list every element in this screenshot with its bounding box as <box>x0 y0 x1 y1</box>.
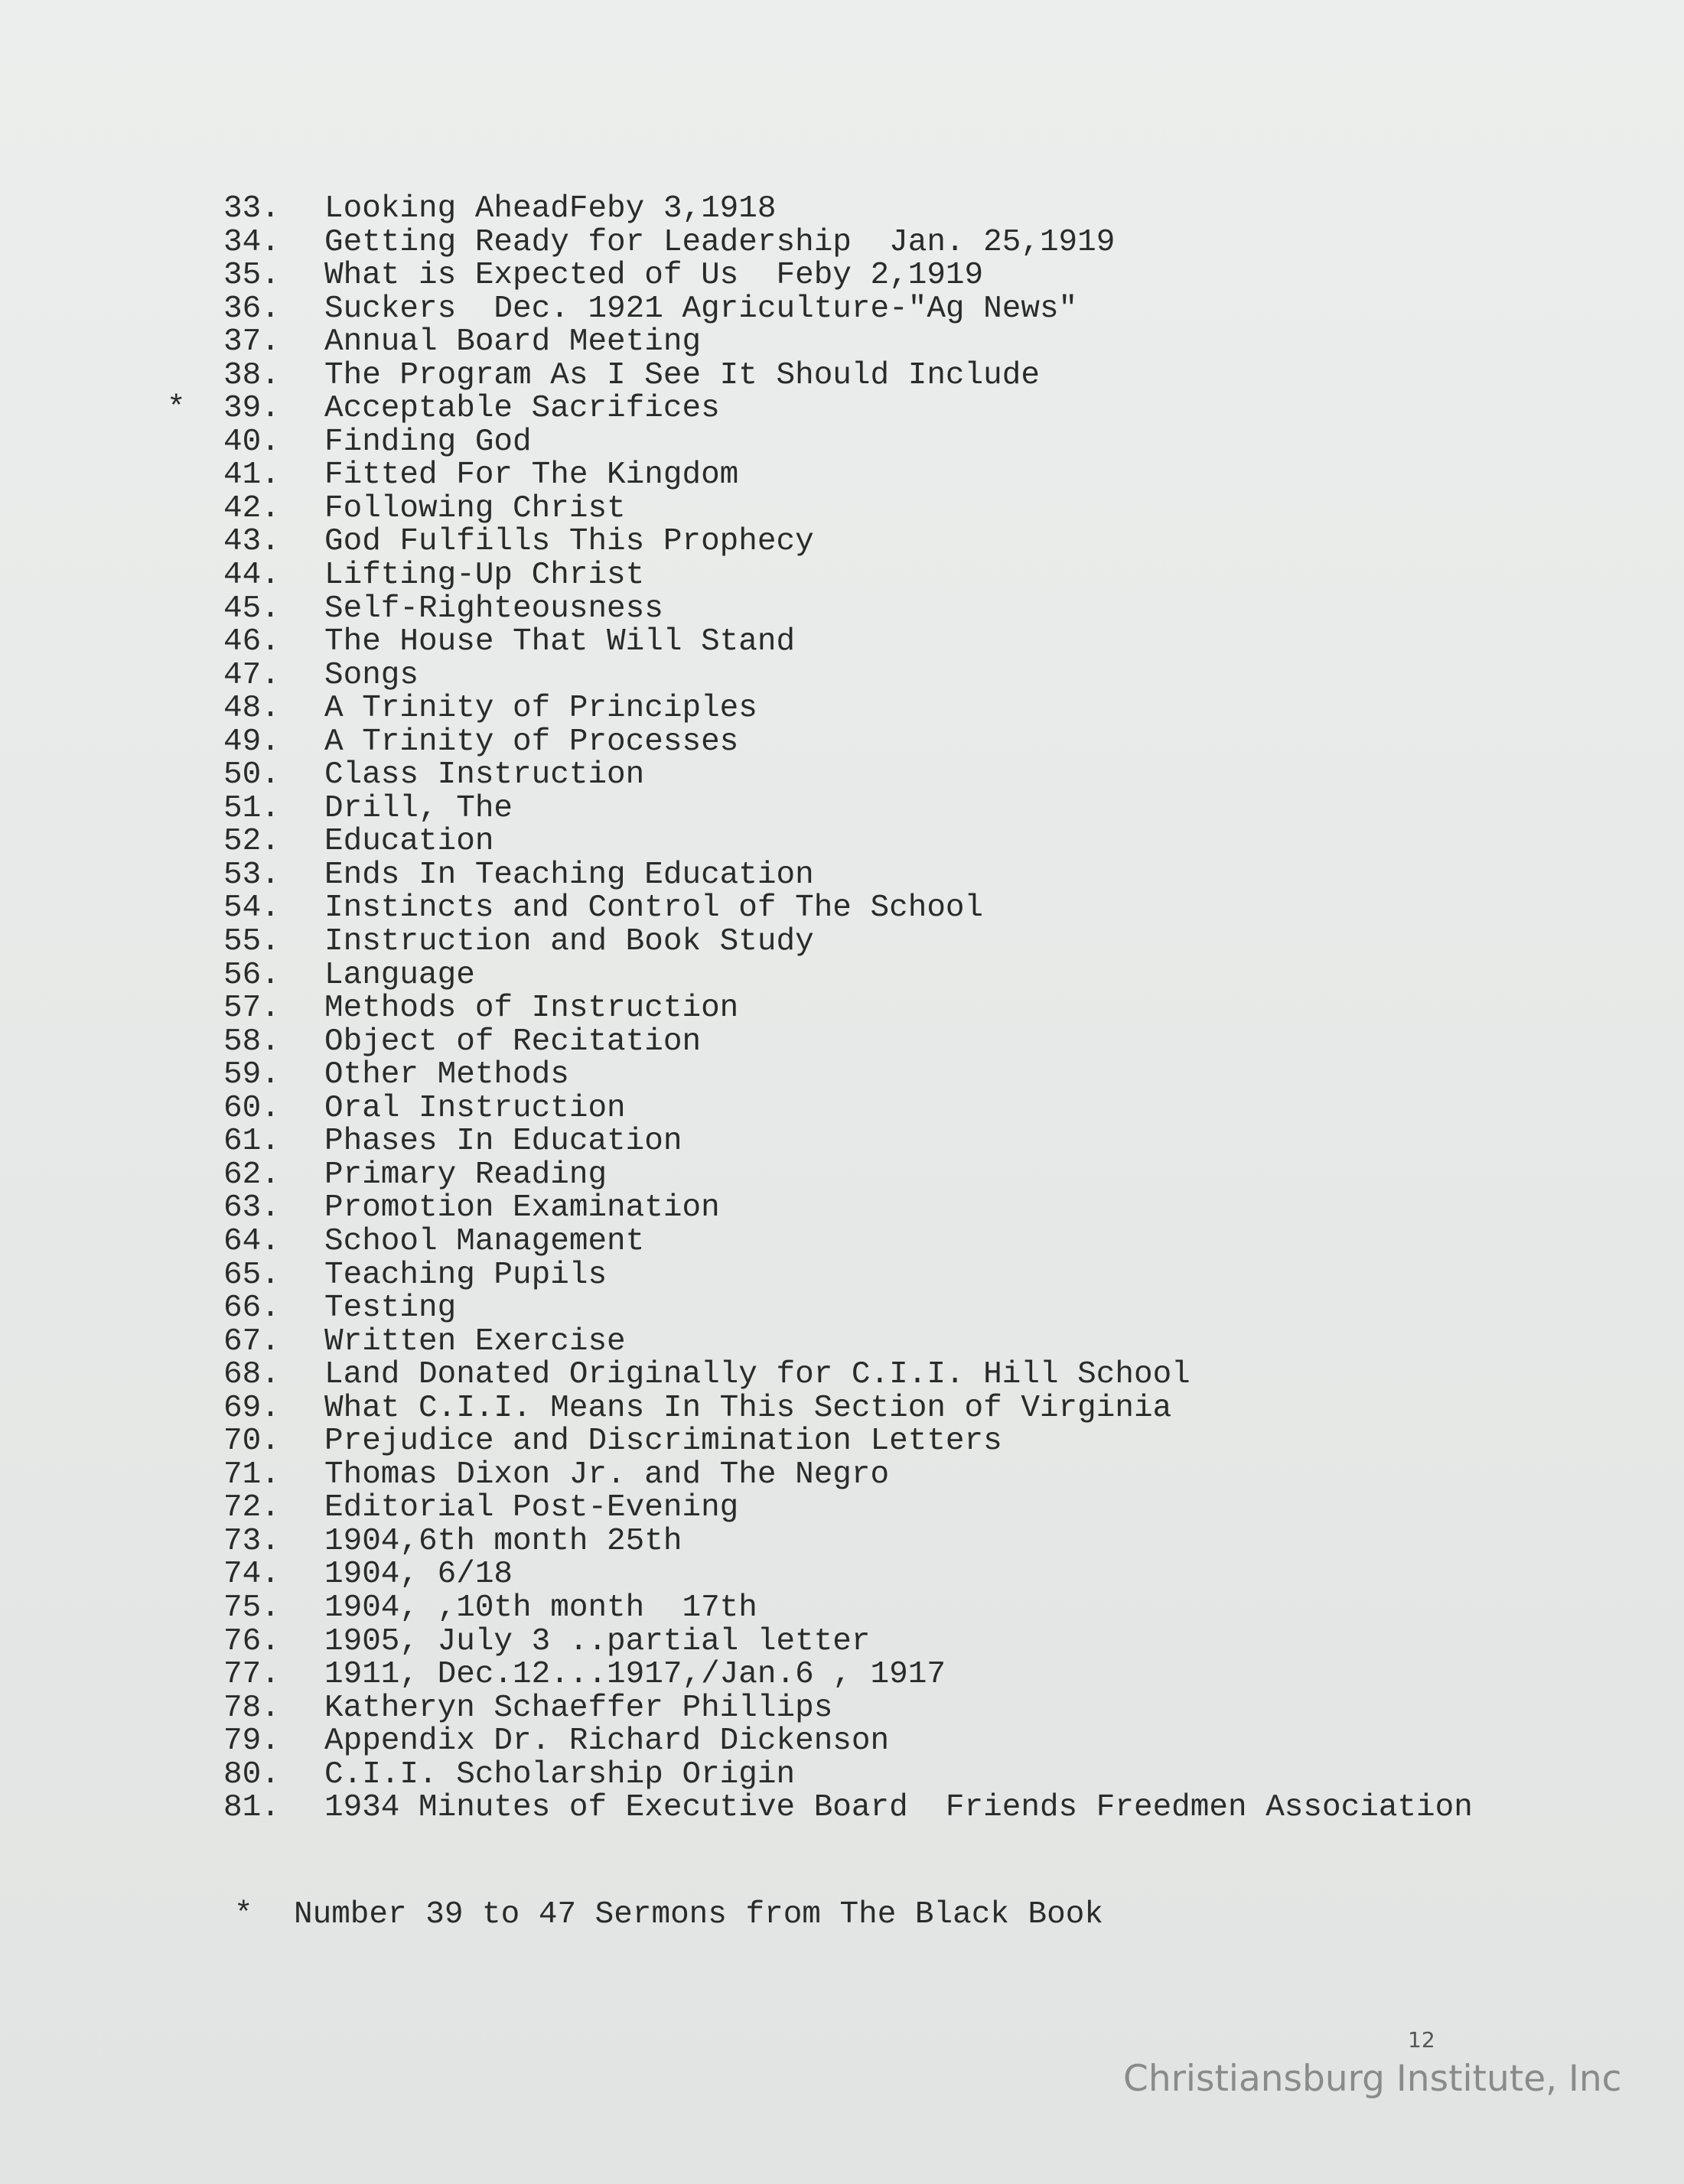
list-item <box>0 1392 1684 1426</box>
item-number: 37. <box>223 324 280 360</box>
item-number: 49. <box>223 724 280 760</box>
list-item <box>0 426 1684 460</box>
list-item <box>0 1359 1684 1392</box>
item-number: 47. <box>223 657 280 693</box>
list-item <box>0 1092 1684 1126</box>
item-title: Suckers Dec. 1921 Agriculture-"Ag News" <box>324 291 1078 327</box>
item-title: Acceptable Sacrifices <box>324 391 720 427</box>
item-number: 60. <box>223 1090 280 1126</box>
list-item <box>0 459 1684 493</box>
item-number: 36. <box>223 291 280 327</box>
list-item <box>0 825 1684 859</box>
item-title: A Trinity of Principles <box>324 691 757 727</box>
list-item <box>0 1792 1684 1825</box>
list-item <box>0 790 1684 826</box>
list-item <box>0 859 1684 893</box>
item-title: Language <box>324 957 475 993</box>
footnote-asterisk: * <box>234 1897 253 1932</box>
item-number: 71. <box>223 1457 280 1492</box>
item-number: 44. <box>223 558 280 594</box>
item-title: Oral Instruction <box>324 1090 626 1126</box>
item-title: School Management <box>324 1223 645 1259</box>
item-number: 61. <box>223 1124 280 1160</box>
list-item <box>0 1059 1684 1092</box>
list-item <box>0 559 1684 593</box>
item-number: 65. <box>223 1257 280 1293</box>
list-item <box>0 326 1684 360</box>
item-title: Looking AheadFeby 3,1918 <box>324 191 777 226</box>
list-item <box>0 1159 1684 1193</box>
item-number: 76. <box>223 1623 280 1659</box>
item-title: Primary Reading <box>324 1157 607 1193</box>
item-title: Methods of Instruction <box>324 991 739 1027</box>
item-number: 52. <box>223 824 280 860</box>
item-title: Fitted For The Kingdom <box>324 457 739 493</box>
item-number: 35. <box>223 258 280 294</box>
item-number: 33. <box>223 191 280 226</box>
list-item <box>0 193 1684 226</box>
item-number: 46. <box>223 624 280 660</box>
item-number: 68. <box>223 1357 280 1393</box>
item-title: Phases In Education <box>324 1124 682 1160</box>
item-title: Following Christ <box>324 490 626 526</box>
list-item <box>0 1658 1684 1692</box>
list-item <box>0 1459 1684 1492</box>
list-item <box>0 293 1684 327</box>
list-item <box>0 1692 1684 1726</box>
list-item <box>0 759 1684 793</box>
item-number: 59. <box>223 1057 280 1093</box>
item-title: 1904, 6/18 <box>324 1557 513 1593</box>
item-title: 1904,6th month 25th <box>324 1523 682 1559</box>
item-number: 55. <box>223 924 280 960</box>
item-number: 42. <box>223 490 280 526</box>
list-item <box>0 1492 1684 1525</box>
item-title: Lifting-Up Christ <box>324 558 645 594</box>
item-number: 38. <box>223 357 280 393</box>
list-item <box>0 726 1684 760</box>
list-item <box>0 1292 1684 1326</box>
list-item <box>0 992 1684 1026</box>
list-item <box>0 1125 1684 1159</box>
item-number: 79. <box>223 1723 280 1759</box>
item-number: 50. <box>223 757 280 793</box>
item-title: What is Expected of Us Feby 2,1919 <box>324 258 984 294</box>
item-title: 1905, July 3 ..partial letter <box>324 1623 871 1659</box>
item-title: 1911, Dec.12...1917,/Jan.6 , 1917 <box>324 1657 946 1693</box>
item-number: 80. <box>223 1756 280 1792</box>
list-item <box>0 1259 1684 1293</box>
sermon-list <box>0 193 1684 1825</box>
list-item <box>0 959 1684 993</box>
item-number: 41. <box>223 457 280 493</box>
item-number: 54. <box>223 890 280 926</box>
list-item <box>0 626 1684 659</box>
list-item <box>0 1425 1684 1459</box>
list-item <box>0 526 1684 559</box>
item-number: 70. <box>223 1424 280 1460</box>
item-title: Getting Ready for Leadership Jan. 25,1919 <box>324 224 1116 260</box>
list-item <box>0 692 1684 726</box>
list-item <box>0 259 1684 293</box>
item-title: Instincts and Control of The School <box>324 890 984 926</box>
item-title: Katheryn Schaeffer Phillips <box>324 1690 833 1726</box>
item-number: 57. <box>223 991 280 1027</box>
list-item <box>0 659 1684 693</box>
list-item <box>0 357 1684 393</box>
footnote <box>234 1896 1103 1934</box>
list-item <box>0 1525 1684 1559</box>
item-number: 51. <box>223 790 280 826</box>
item-number: 73. <box>223 1523 280 1559</box>
item-title: Prejudice and Discrimination Letters <box>324 1424 1002 1460</box>
item-title: 1934 Minutes of Executive Board Friends Freedmen Association <box>324 1790 1473 1826</box>
list-item <box>0 1725 1684 1759</box>
item-number: 75. <box>223 1590 280 1626</box>
item-number: 77. <box>223 1657 280 1693</box>
list-item <box>0 392 1684 426</box>
item-number: 81. <box>223 1790 280 1826</box>
item-title: What C.I.I. Means In This Section of Virginia <box>324 1390 1172 1426</box>
page-number: 12 <box>1408 2027 1435 2052</box>
item-title: Land Donated Originally for C.I.I. Hill School <box>324 1357 1191 1393</box>
list-item <box>0 926 1684 959</box>
item-title: Self-Righteousness <box>324 591 663 627</box>
item-title: A Trinity of Processes <box>324 724 739 760</box>
item-title: Education <box>324 824 494 860</box>
item-title: Class Instruction <box>324 757 645 793</box>
item-title: Object of Recitation <box>324 1024 702 1059</box>
item-number: 48. <box>223 691 280 727</box>
item-number: 34. <box>223 224 280 260</box>
item-number: 45. <box>223 591 280 627</box>
item-number: 62. <box>223 1157 280 1193</box>
item-number: 63. <box>223 1190 280 1226</box>
list-item <box>0 490 1684 526</box>
item-number: 78. <box>223 1690 280 1726</box>
item-title: 1904, ,10th month 17th <box>324 1590 757 1626</box>
item-title: Ends In Teaching Education <box>324 857 814 893</box>
list-item <box>0 593 1684 627</box>
item-title: Instruction and Book Study <box>324 924 814 960</box>
list-item <box>0 1592 1684 1626</box>
item-number: 64. <box>223 1223 280 1259</box>
item-number: 56. <box>223 957 280 993</box>
watermark: Christiansburg Institute, Inc <box>1123 2058 1622 2100</box>
item-title: Testing <box>324 1291 457 1326</box>
list-item <box>0 1225 1684 1259</box>
item-title: Songs <box>324 657 419 693</box>
list-item <box>0 1323 1684 1359</box>
item-number: 43. <box>223 524 280 560</box>
item-title: Annual Board Meeting <box>324 324 702 360</box>
list-item <box>0 1623 1684 1659</box>
item-title: The House That Will Stand <box>324 624 796 660</box>
item-number: 74. <box>223 1557 280 1593</box>
item-number: 40. <box>223 424 280 460</box>
asterisk-marker: * <box>167 391 186 427</box>
item-number: 72. <box>223 1490 280 1526</box>
list-item <box>0 1558 1684 1592</box>
item-title: Teaching Pupils <box>324 1257 607 1293</box>
item-title: Finding God <box>324 424 532 460</box>
item-number: 53. <box>223 857 280 893</box>
list-item <box>0 1192 1684 1225</box>
item-number: 39. <box>223 391 280 427</box>
item-title: Thomas Dixon Jr. and The Negro <box>324 1457 890 1492</box>
list-item <box>0 226 1684 260</box>
item-title: C.I.I. Scholarship Origin <box>324 1756 796 1792</box>
item-title: The Program As I See It Should Include <box>324 357 1040 393</box>
item-number: 69. <box>223 1390 280 1426</box>
item-title: Promotion Examination <box>324 1190 720 1226</box>
list-item <box>0 1756 1684 1792</box>
list-item <box>0 892 1684 926</box>
item-title: God Fulfills This Prophecy <box>324 524 814 560</box>
footnote-text: Number 39 to 47 Sermons from The Black Book <box>294 1897 1103 1932</box>
item-title: Drill, The <box>324 790 513 826</box>
item-title: Appendix Dr. Richard Dickenson <box>324 1723 890 1759</box>
item-number: 58. <box>223 1024 280 1059</box>
item-number: 66. <box>223 1291 280 1326</box>
list-item <box>0 1026 1684 1059</box>
item-title: Other Methods <box>324 1057 569 1093</box>
item-title: Editorial Post-Evening <box>324 1490 739 1526</box>
item-number: 67. <box>223 1323 280 1359</box>
item-title: Written Exercise <box>324 1323 626 1359</box>
